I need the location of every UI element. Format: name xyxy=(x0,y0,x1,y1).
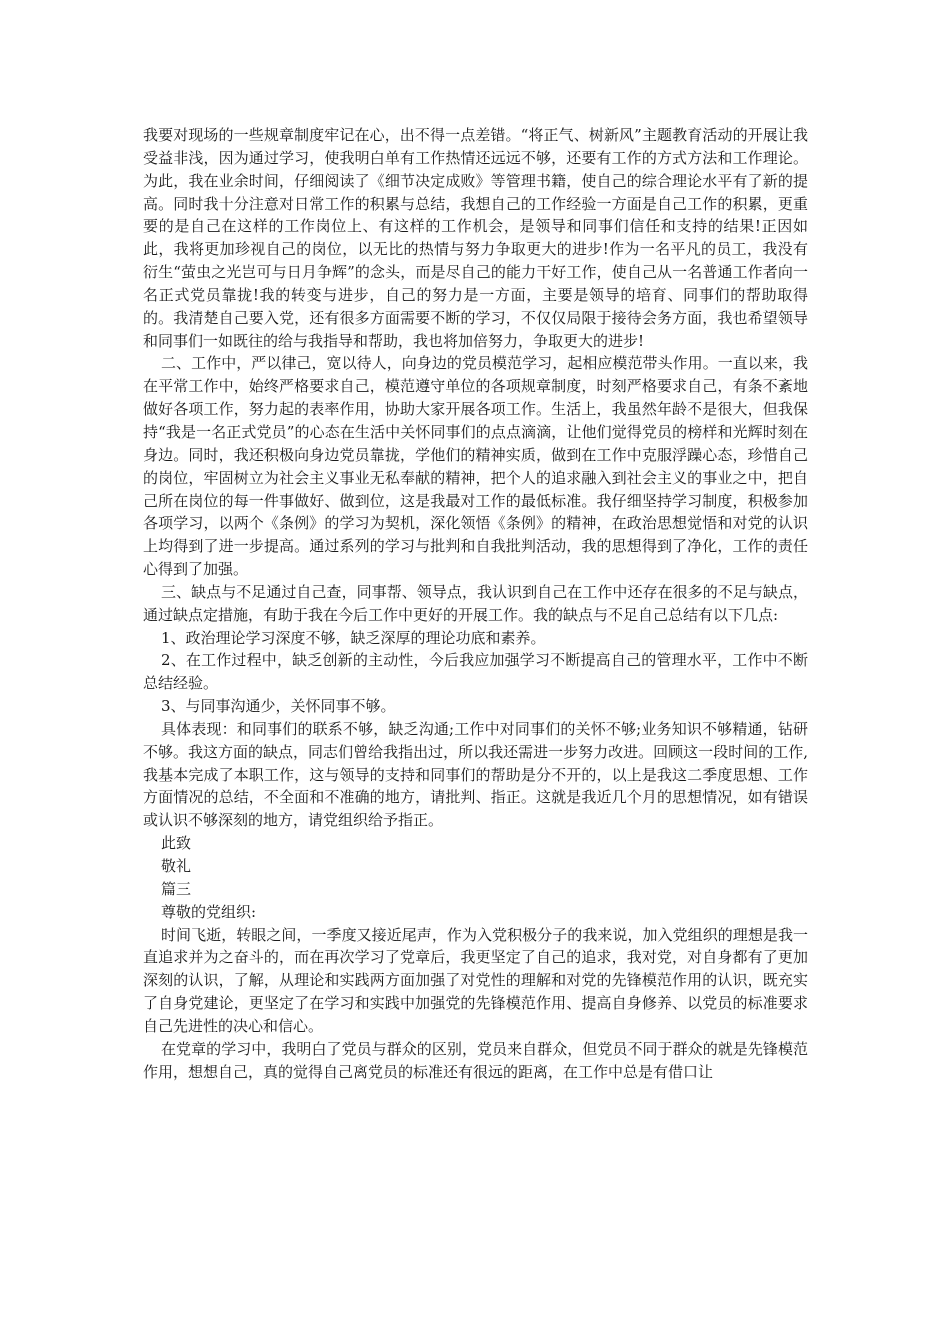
paragraph-4: 时间飞逝，转眼之间，一季度又接近尾声，作为入党积极分子的我来说，加入党组织的理想是我一直追求并为之奋斗的，而在再次学习了党章后，我更坚定了自己的追求，我对党，对自身都有了更加深刻的认识，了解，从理论和实践两方面加强了对党性的理解和对党的先锋模范作用的认识，既充实了自身党建论，更坚定了在学习和实践中加强党的先锋模范作用、提高自身修养、以党员的标准要求自己先进性的决心和信心。 xyxy=(143,925,808,1035)
paragraph-5: 在党章的学习中，我明白了党员与群众的区别，党员来自群众，但党员不同于群众的就是先锋模范作用，想想自己，真的觉得自己离党员的标准还有很远的距离，在工作中总是有借口让 xyxy=(143,1039,808,1081)
section-heading: 篇三 xyxy=(161,879,192,898)
paragraph-3: 三、缺点与不足通过自己查，同事帮、领导点，我认识到自己在工作中还存在很多的不足与缺点，通过缺点定措施，有助于我在今后工作中更好的开展工作。我的缺点与不足自己总结有以下几点: xyxy=(143,582,808,624)
list-item-3: 3、与同事沟通少，关怀同事不够。 xyxy=(161,697,396,716)
paragraph-2: 二、工作中，严以律己，宽以待人，向身边的党员模范学习，起相应模范带头作用。一直以来，我在平常工作中，始终严格要求自己，模范遵守单位的各项规章制度，时刻严格要求自己，有条不紊地做好各项工作，努力起的表率作用，协助大家开展各项工作。生活上，我虽然年龄不是很大，但我保持“我是一名正式党员”的心态在生活中关怀同事们的点点滴滴，让他们觉得党员的榜样和光辉时刻在身边。同时，我还积极向身边党员靠拢，学他们的精神实质，做到在工作中克服浮躁心态，珍惜自己的岗位，牢固树立为社会主义事业无私奉献的精神，把个人的追求融入到社会主义的事业之中，把自己所在岗位的每一件事做好、做到位，这是我最对工作的最低标准。我仔细坚持学习制度，积极参加各项学习，以两个《条例》的学习为契机，深化领悟《条例》的精神，在政治思想觉悟和对党的认识上均得到了进一步提高。通过系列的学习与批判和自我批判活动，我的思想得到了净化，工作的责任心得到了加强。 xyxy=(143,354,808,579)
list-item-2: 2、在工作过程中，缺乏创新的主动性，今后我应加强学习不断提高自己的管理水平，工作中不断总结经验。 xyxy=(143,651,808,693)
paragraph-1: 我要对现场的一些规章制度牢记在心，出不得一点差错。“将正气、树新风”主题教育活动的开展让我受益非浅，因为通过学习，使我明白单有工作热情还远远不够，还要有工作的方式方法和工作理论。为此，我在业余时间，仔细阅读了《细节决定成败》等管理书籍，使自己的综合理论水平有了新的提高。同时我十分注意对日常工作的积累与总结，我想自己的工作经验一方面是自己工作的积累，更重要的是自己在这样的工作岗位上、有这样的工作机会，是领导和同事们信任和支持的结果!正因如此，我将更加珍视自己的岗位，以无比的热情与努力争取更大的进步!作为一名平凡的员工，我没有衍生“萤虫之光岂可与日月争辉”的念头，而是尽自己的能力干好工作，使自己从一名普通工作者向一名正式党员靠拢!我的转变与进步，自己的努力是一方面，主要是领导的培育、同事们的帮助取得的。我清楚自己要入党，还有很多方面需要不断的学习，不仅仅局限于接待会务方面，我也希望领导和同事们一如既往的给与我指导和帮助，我也将加倍努力，争取更大的进步! xyxy=(143,126,808,350)
paragraph-details: 具体表现：和同事们的联系不够，缺乏沟通;工作中对同事们的关怀不够;业务知识不够精通，钻研不够。我这方面的缺点，同志们曾给我指出过，所以我还需进一步努力改进。回顾这一段时间的工作,我基本完成了本职工作，这与领导的支持和同事们的帮助是分不开的，以上是我这二季度思想、工作方面情况的总结，不全面和不准确的地方，请批判、指正。这就是我近几个月的思想情况，如有错误或认识不够深刻的地方，请党组织给予指正。 xyxy=(143,719,808,830)
list-item-1: 1、政治理论学习深度不够，缺乏深厚的理论功底和素养。 xyxy=(161,628,546,647)
document-body xyxy=(143,124,808,1083)
salutation: 尊敬的党组织: xyxy=(161,902,257,921)
closing-line-2: 敬礼 xyxy=(161,857,192,875)
closing-line-1: 此致 xyxy=(161,834,192,853)
